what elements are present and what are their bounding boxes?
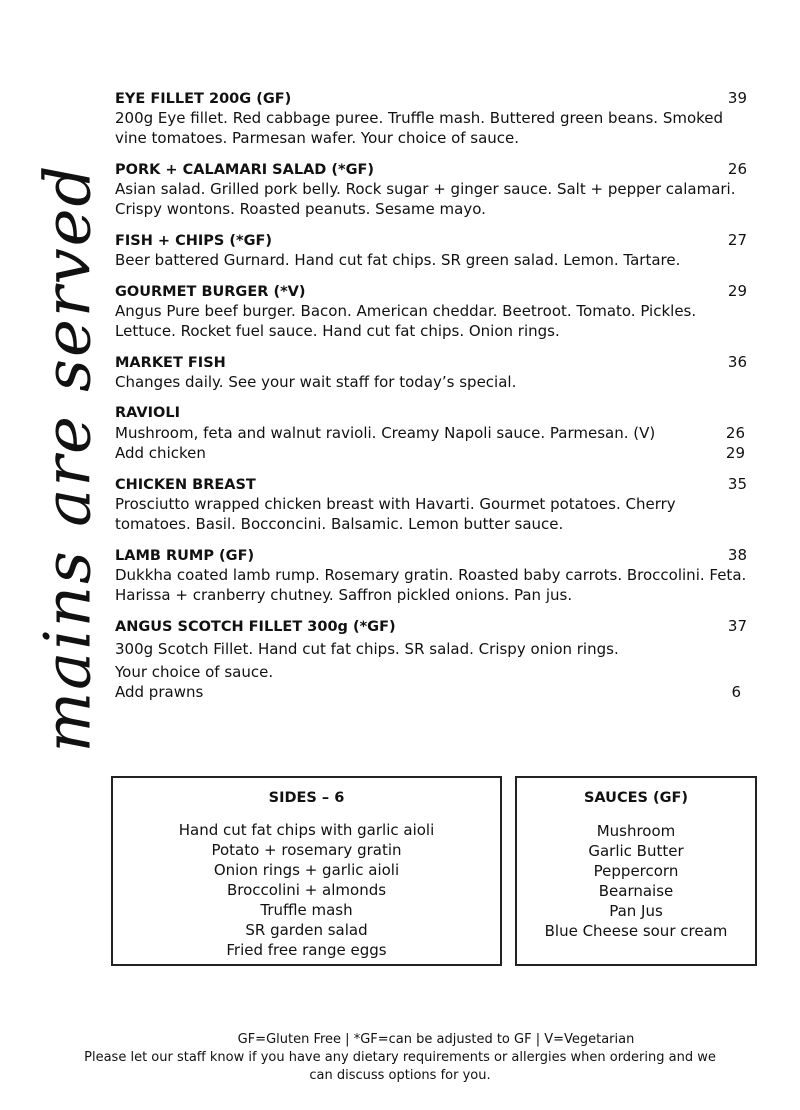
item-name: ANGUS SCOTCH FILLET 300g (*GF) <box>115 619 396 635</box>
item-name: FISH + CHIPS (*GF) <box>115 233 273 249</box>
item-description: Dukkha coated lamb rump. Rosemary gratin. Roasted baby carrots. Broccolini. Feta. Harissa + cranberry chutney. Saffron pickled onions. Pan jus. <box>115 566 747 604</box>
item-price: 38 <box>727 546 747 564</box>
allergy-note: Please let our staff know if you have any dietary requirements or allergies when ordering and we <box>84 1050 716 1065</box>
sauce-item: Mushroom <box>596 822 676 840</box>
item-description: Changes daily. See your wait staff for today’s special. <box>115 373 517 391</box>
side-item: Hand cut fat chips with garlic aioli <box>178 821 435 839</box>
side-item: Truffle mash <box>260 901 353 919</box>
item-price: 26 <box>727 160 747 178</box>
section-title-text: mains are served <box>31 163 105 753</box>
addon-price: 29 <box>725 444 745 462</box>
item-description: 300g Scotch Fillet. Hand cut fat chips. SR salad. Crispy onion rings. <box>115 640 619 658</box>
item-addon-row <box>115 682 747 702</box>
item-description: Mushroom, feta and walnut ravioli. Creamy Napoli sauce. Parmesan. (V) <box>115 424 656 442</box>
item-name: GOURMET BURGER (*V) <box>115 284 306 300</box>
footer <box>0 1031 800 1085</box>
sauce-item: Garlic Butter <box>588 842 684 860</box>
menu-item-eye-fillet <box>115 88 747 148</box>
item-price: 39 <box>727 89 747 107</box>
item-addon: Add prawns <box>115 683 204 701</box>
side-item: Potato + rosemary gratin <box>211 841 402 859</box>
side-item: Broccolini + almonds <box>226 881 387 899</box>
item-name: CHICKEN BREAST <box>115 477 256 493</box>
sauces-title: SAUCES (GF) <box>583 790 689 806</box>
allergy-note-line2: can discuss options for you. <box>309 1068 491 1083</box>
item-addon-row <box>115 443 747 463</box>
menu-item-fish-chips <box>115 230 747 270</box>
sauce-item: Bearnaise <box>598 882 674 900</box>
item-description: Angus Pure beef burger. Bacon. American cheddar. Beetroot. Tomato. Pickles. Lettuce. Rocket fuel sauce. Hand cut fat chips. Onion rings. <box>115 302 697 340</box>
item-description: Asian salad. Grilled pork belly. Rock sugar + ginger sauce. Salt + pepper calamari. Crispy wontons. Roasted peanuts. Sesame mayo. <box>115 180 736 218</box>
sauces-box <box>515 776 757 966</box>
sauces-list <box>517 821 755 941</box>
item-price: 26 <box>725 424 745 442</box>
section-title <box>28 163 108 753</box>
item-name: MARKET FISH <box>115 355 226 371</box>
sauce-item: Blue Cheese sour cream <box>544 922 728 940</box>
dietary-legend: GF=Gluten Free | *GF=can be adjusted to GF | V=Vegetarian <box>237 1032 635 1047</box>
menu-item-lamb-rump <box>115 545 747 605</box>
item-description: Beer battered Gurnard. Hand cut fat chips. SR green salad. Lemon. Tartare. <box>115 251 681 269</box>
item-name: EYE FILLET 200G (GF) <box>115 91 292 107</box>
item-description: Prosciutto wrapped chicken breast with Havarti. Gourmet potatoes. Cherry tomatoes. Basil. Bocconcini. Balsamic. Lemon butter sauce. <box>115 495 676 533</box>
item-name: RAVIOLI <box>115 405 180 421</box>
item-name: PORK + CALAMARI SALAD (*GF) <box>115 162 375 178</box>
mains-menu <box>115 88 747 713</box>
item-price: 29 <box>727 282 747 300</box>
sauce-item: Pan Jus <box>609 902 663 920</box>
sauce-item: Peppercorn <box>593 862 679 880</box>
item-price: 27 <box>727 231 747 249</box>
sides-title: SIDES – 6 <box>268 790 345 806</box>
menu-item-gourmet-burger <box>115 281 747 341</box>
item-option-row <box>115 423 747 443</box>
side-item: SR garden salad <box>245 921 368 939</box>
sides-box <box>111 776 502 966</box>
item-price: 37 <box>727 617 747 635</box>
menu-item-market-fish <box>115 352 747 392</box>
item-name: LAMB RUMP (GF) <box>115 548 255 564</box>
item-description: 200g Eye fillet. Red cabbage puree. Truffle mash. Buttered green beans. Smoked vine tomatoes. Parmesan wafer. Your choice of sauce. <box>115 109 724 147</box>
menu-item-chicken-breast <box>115 474 747 534</box>
item-price: 36 <box>727 353 747 371</box>
item-description-line2: Your choice of sauce. <box>115 663 274 681</box>
item-price: 35 <box>727 475 747 493</box>
item-addon: Add chicken <box>115 444 206 462</box>
side-item: Fried free range eggs <box>226 941 387 959</box>
sides-list <box>113 820 500 960</box>
side-item: Onion rings + garlic aioli <box>213 861 400 879</box>
menu-item-ravioli <box>115 403 747 463</box>
addon-price: 6 <box>731 683 741 701</box>
menu-item-angus-scotch-fillet <box>115 616 747 702</box>
menu-item-pork-calamari <box>115 159 747 219</box>
